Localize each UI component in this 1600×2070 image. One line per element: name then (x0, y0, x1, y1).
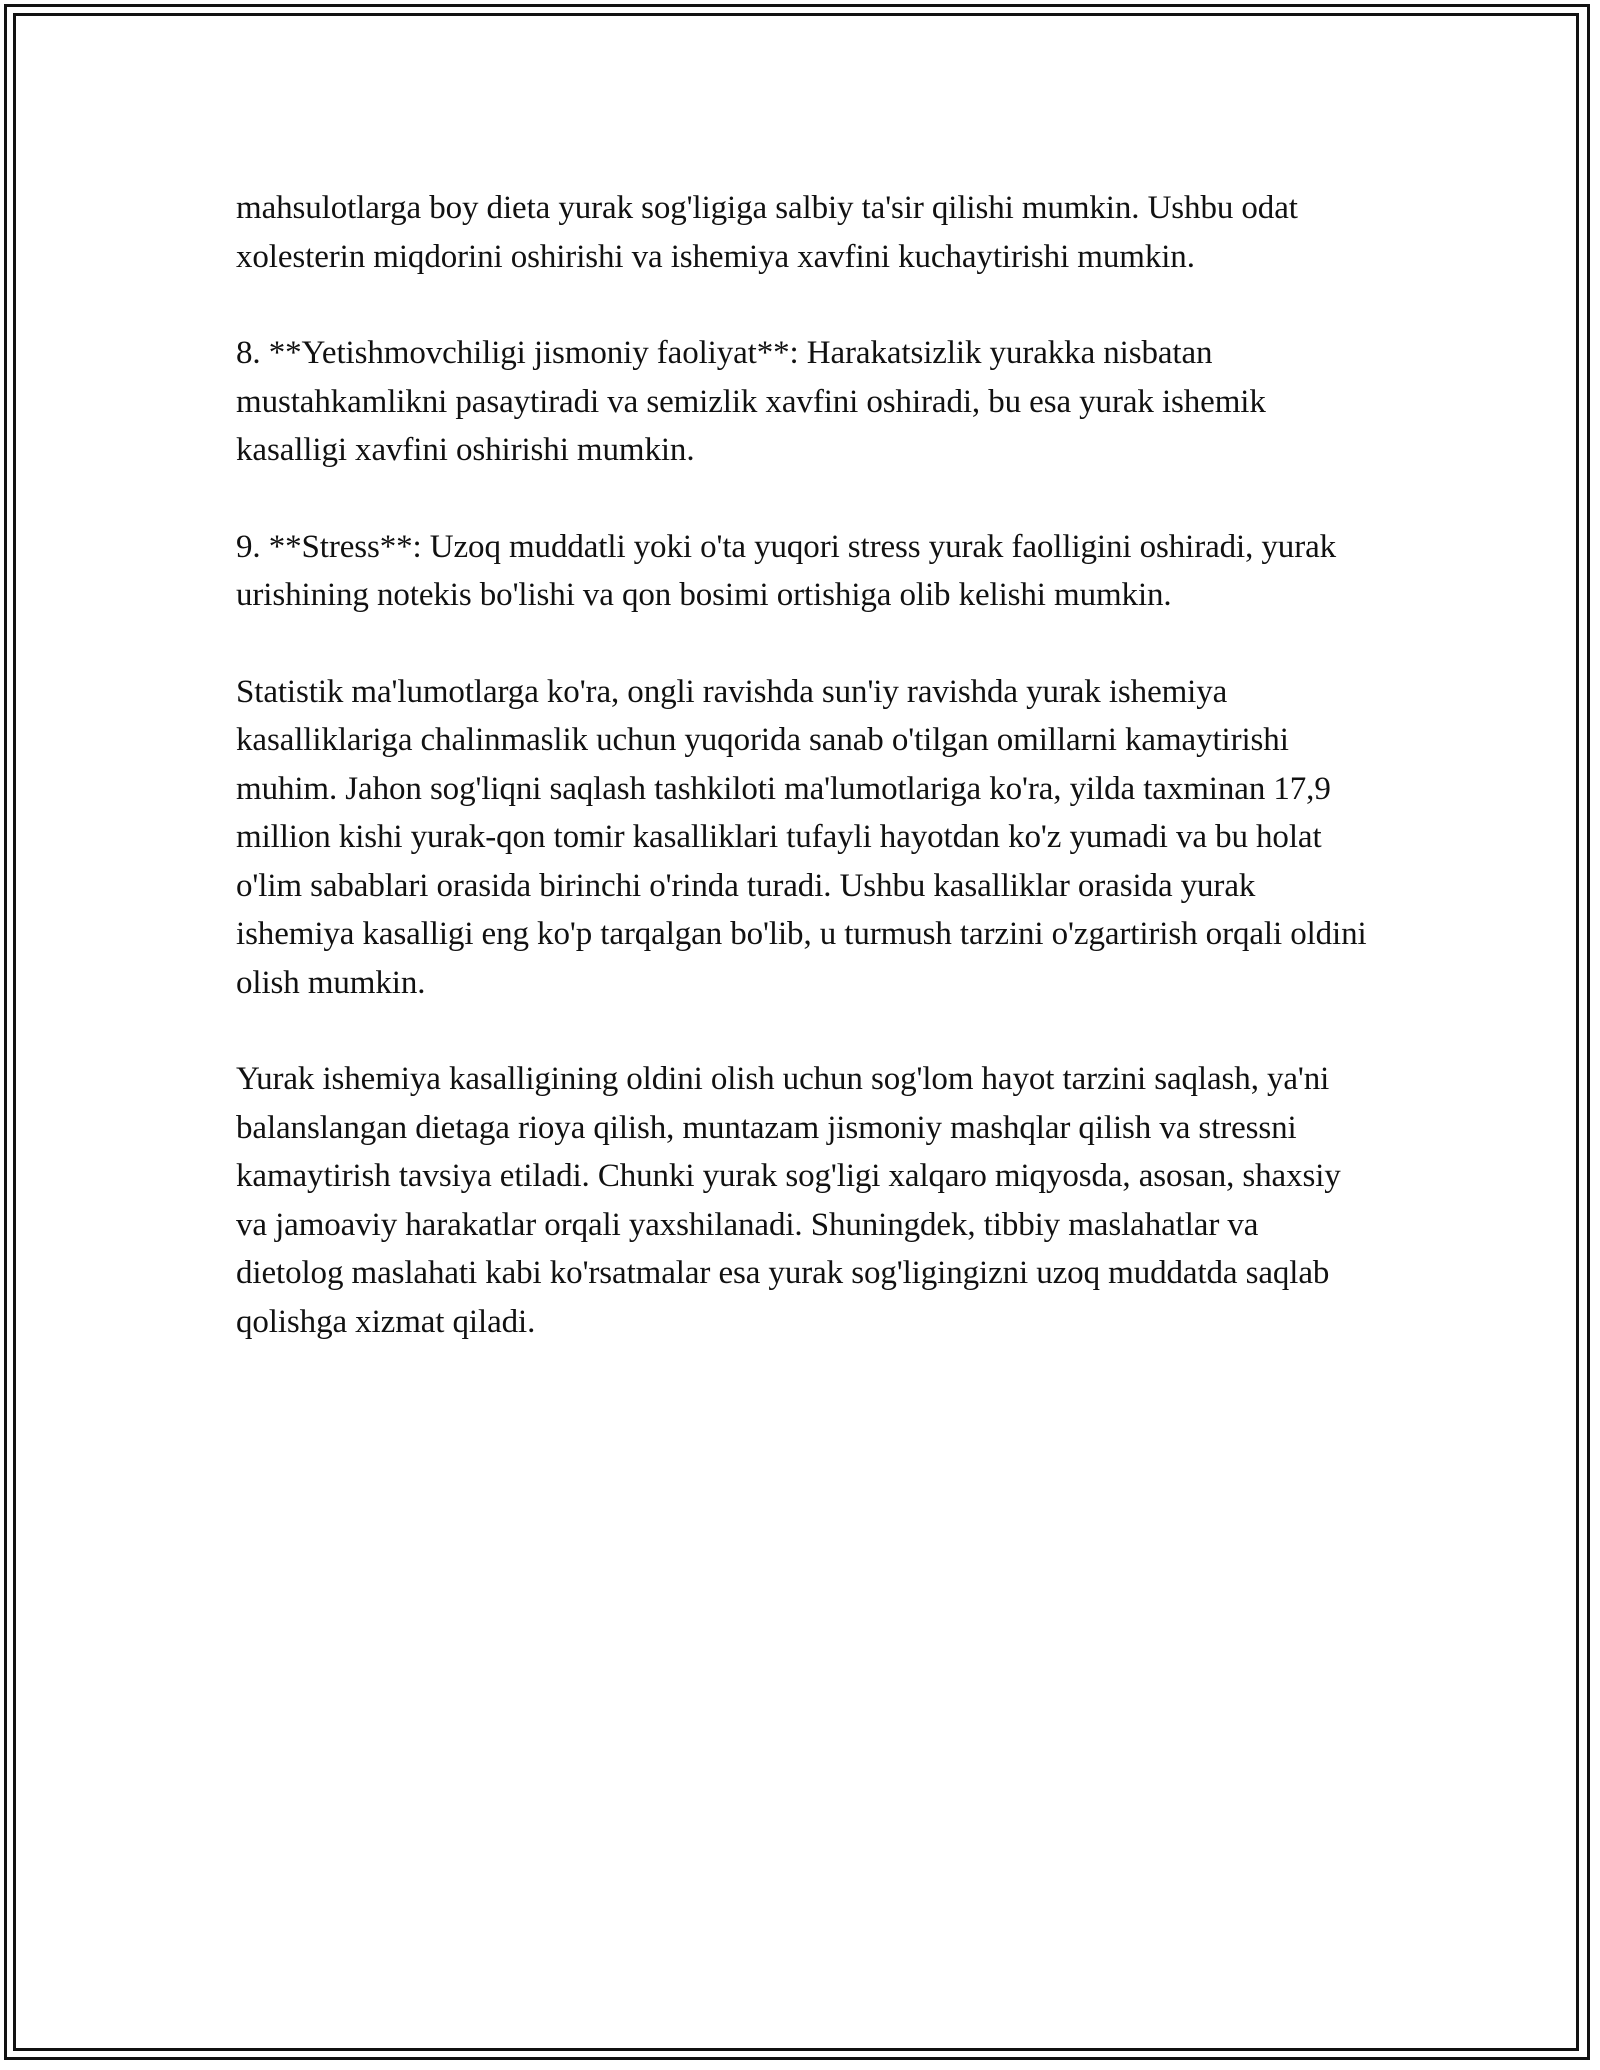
paragraph-prevention: Yurak ishemiya kasalligining oldini olish uchun sog'lom hayot tarzini saqlash, ya'ni balanslangan dietaga rioya qilish, muntazam jismoniy mashqlar qilish va stressni kamaytirish tavsiya etiladi. Chunki yurak sog'ligi xalqaro miqyosda, asosan, shaxsiy va jamoaviy harakatlar orqali yaxshilanadi. Shuningdek, tibbiy maslahatlar va dietolog maslahati kabi ko'rsatmalar esa yurak sog'ligingizni uzoq muddatda saqlab qolishga xizmat qiladi. (236, 1061, 1341, 1340)
paragraph-physical-activity: 8. **Yetishmovchiligi jismoniy faoliyat**: Harakatsizlik yurakka nisbatan mustahkamlikni pasaytiradi va semizlik xavfini oshiradi, bu esa yurak ishemik kasalligi xavfini oshirishi mumkin. (236, 335, 1266, 468)
paragraph-statistics: Statistik ma'lumotlarga ko'ra, ongli ravishda sun'iy ravishda yurak ishemiya kasalliklariga chalinmaslik uchun yuqorida sanab o'tilgan omillarni kamaytirishi muhim. Jahon sog'liqni saqlash tashkiloti ma'lumotlariga ko'ra, yilda taxminan 17,9 million kishi yurak-qon tomir kasalliklari tufayli hayotdan ko'z yumadi va bu holat o'lim sabablari orasida birinchi o'rinda turadi. Ushbu kasalliklar orasida yurak ishemiya kasalligi eng ko'p tarqalgan bo'lib, u turmush tarzini o'zgartirish orqali oldini olish mumkin. (236, 673, 1367, 1001)
paragraph-stress: 9. **Stress**: Uzoq muddatli yoki o'ta yuqori stress yurak faolligini oshiradi, yurak urishining notekis bo'lishi va qon bosimi ortishiga olib kelishi mumkin. (236, 528, 1337, 613)
paragraph-diet-continuation: mahsulotlarga boy dieta yurak sog'ligiga salbiy ta'sir qilishi mumkin. Ushbu odat xolesterin miqdorini oshirishi va ishemiya xavfini kuchaytirishi mumkin. (236, 190, 1298, 275)
document-body (236, 184, 1370, 1394)
